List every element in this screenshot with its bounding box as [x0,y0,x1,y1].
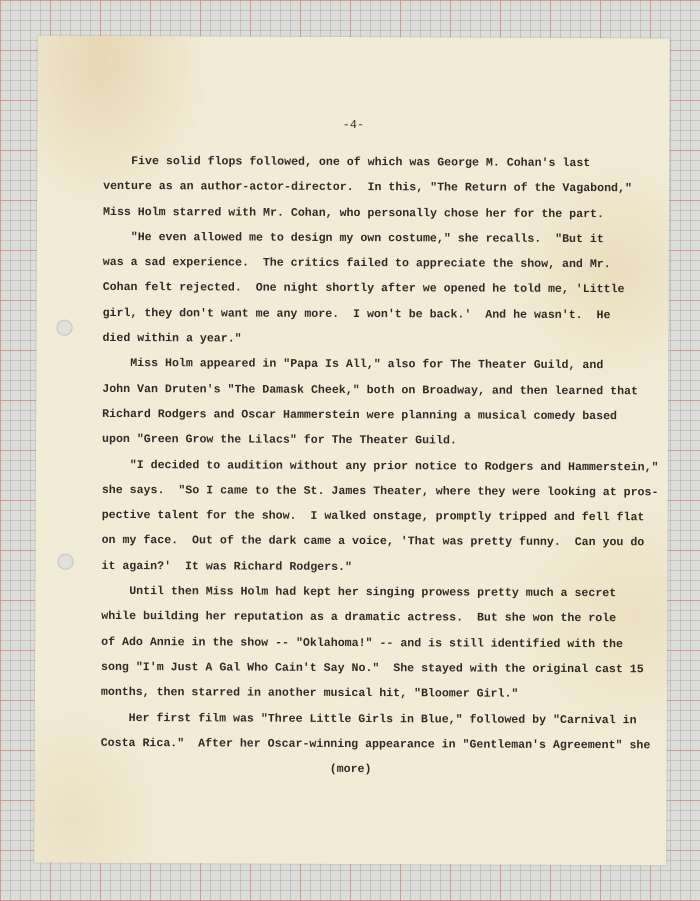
text-line: "I decided to audition without any prior notice to Rodgers and Hammerstein," [101,458,659,474]
text-line: it again?' It was Richard Rodgers." [101,559,352,574]
text-line: Richard Rodgers and Oscar Hammerstein were planning a musical comedy based [102,407,618,424]
text-line: Five solid flops followed, one of which was George M. Cohan's last [103,154,591,171]
punch-hole-upper [56,320,72,336]
text-line: Costa Rica." After her Oscar-winning appearance in "Gentleman's Agreement" she [100,736,651,753]
text-line: Her first film was "Three Little Girls in Blue," followed by "Carnival in [100,711,637,727]
punch-hole-lower [57,554,73,570]
text-line: "He even allowed me to design my own costume," she recalls. "But it [102,230,604,246]
page-number: -4- [342,117,365,133]
text-line: was a sad experience. The critics failed to appreciate the show, and Mr. [102,256,611,272]
text-line: Miss Holm starred with Mr. Cohan, who personally chose her for the part. [103,205,604,221]
text-line: pective talent for the show. I walked onstage, promptly tripped and fell flat [101,509,645,525]
text-line: while building her reputation as a dramatic actress. But she won the role [101,610,617,626]
document-page [34,36,670,866]
text-line: she says. "So I came to the St. James Theater, where they were looking at pros- [101,483,659,500]
text-line: song "I'm Just A Gal Who Cain't Say No." She stayed with the original cast 15 [101,660,644,677]
text-line: Cohan felt rejected. One night shortly after we opened he told me, 'Little [102,281,625,297]
text-line: Until then Miss Holm had kept her singing prowess pretty much a secret [101,584,617,601]
text-line: months, then starred in another musical hit, "Bloomer Girl." [100,686,519,701]
text-line: Miss Holm appeared in "Papa Is All," also for The Theater Guild, and [102,357,604,373]
text-line: John Van Druten's "The Damask Cheek," both on Broadway, and then learned that [102,382,639,398]
continuation-marker: (more) [329,762,372,777]
text-line: of Ado Annie in the show -- "Oklahoma!" -- and is still identified with the [101,635,623,651]
text-line: died within a year." [102,331,242,346]
text-line: upon "Green Grow the Lilacs" for The Theater Guild. [102,433,457,448]
text-line: girl, they don't want me any more. I won't be back.' And he wasn't. He [102,306,611,322]
text-line: venture as an author-actor-director. In this, "The Return of the Vagabond," [103,180,632,196]
body-text [100,149,659,758]
text-line: on my face. Out of the dark came a voice, 'That was pretty funny. Can you do [101,534,645,550]
